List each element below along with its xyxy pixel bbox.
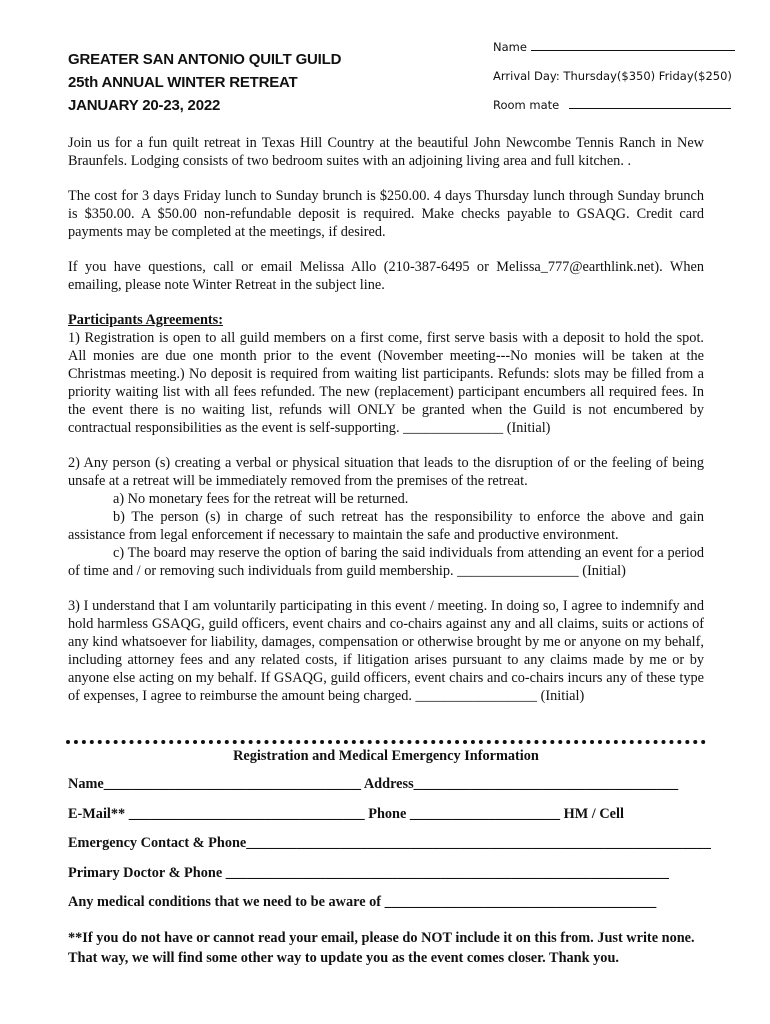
title-event-name: 25th ANNUAL WINTER RETREAT	[68, 74, 298, 91]
registration-section	[68, 748, 711, 968]
agreement-item-1: 1) Registration is open to all guild members on a first come, first serve basis with a deposit to hold the spot. All monies are due one month prior to the event (November meeting---No monies will be taken at the Christmas meeting.) No deposit is required from waiting list participants. Refunds: slots may be filled from a priority waiting list with all fees refunded. The new (replacement) participant encumbers all required fees. In the event there is no waiting list, refunds will ONLY be granted when the Guild is not encumbered by contractual responsibilities as the event is self-supporting. ______________ (Initial)	[68, 330, 704, 436]
agreement-item-2b: b) The person (s) in charge of such retreat has the responsibility to enforce the above and gain assistance from legal enforcement if necessary to maintain the safe and productive environment.	[68, 509, 704, 543]
name-field[interactable]	[493, 40, 735, 54]
agreement-item-3: 3) I understand that I am voluntarily participating in this event / meeting. In doing so, I agree to indemnify and hold harmless GSAQG, guild officers, event chairs and co-chairs against any and all claims, suits or actions of any kind whatsoever for liability, damages, compensation or otherwise brought by me or anyone on my behalf, including attorney fees and any related costs, if litigation arises pursuant to any claims made by me or by anyone else acting on my behalf. If GSAQG, guild officers, event chairs and co-chairs incurs any of these type of expenses, I agree to reimburse the amount being charged. _________________ (Initial)	[68, 598, 704, 704]
name-address-row[interactable]: Name____________________________________ Address_____________________________________	[68, 776, 679, 792]
section-divider	[66, 740, 706, 744]
cost-paragraph: The cost for 3 days Friday lunch to Sunday brunch is $250.00. 4 days Thursday lunch through Sunday brunch is $350.00. A $50.00 non-refundable deposit is required. Make checks payable to GSAQG. Credit card payments may be completed at the meetings, if desired.	[68, 188, 704, 240]
document-body	[68, 134, 704, 722]
roommate-label: Room mate	[493, 98, 560, 112]
contact-paragraph: If you have questions, call or email Melissa Allo (210-387-6495 or Melissa_777@earthlink.net). When emailing, please note Winter Retreat in the subject line.	[68, 259, 704, 293]
roommate-field[interactable]	[493, 98, 731, 112]
title-event-dates: JANUARY 20-23, 2022	[68, 97, 221, 114]
agreements-heading: Participants Agreements:	[68, 312, 223, 328]
agreement-item-2a: a) No monetary fees for the retreat will be returned.	[113, 491, 409, 507]
email-note: **If you do not have or cannot read your email, please do NOT include it on this from. Just write none. That way, we will find some other way to update you as the event comes closer. Thank you.	[68, 929, 695, 966]
emergency-contact-row[interactable]: Emergency Contact & Phone_________________________________________________________________	[68, 835, 711, 851]
arrival-day-label: Arrival Day: Thursday($350) Friday($250)	[493, 69, 732, 83]
intro-paragraph: Join us for a fun quilt retreat in Texas Hill Country at the beautiful John Newcombe Tennis Ranch in New Braunfels. Lodging consists of two bedroom suites with an adjoining living area and full kitchen. .	[68, 135, 704, 169]
email-phone-row[interactable]: E-Mail** _________________________________ Phone _____________________ HM / Cell	[68, 805, 624, 822]
medical-conditions-row[interactable]: Any medical conditions that we need to be aware of ______________________________________	[68, 894, 657, 910]
agreement-item-2c: c) The board may reserve the option of baring the said individuals from attending an event for a period of time and / or removing such individuals from guild membership. _________________ (Initial)	[68, 545, 704, 579]
roommate-field-line[interactable]	[569, 98, 731, 109]
registration-title: Registration and Medical Emergency Information	[233, 748, 539, 764]
document-title	[68, 48, 341, 117]
title-guild-name: GREATER SAN ANTONIO QUILT GUILD	[68, 51, 342, 68]
name-field-label: Name	[493, 40, 527, 54]
agreement-item-2: 2) Any person (s) creating a verbal or physical situation that leads to the disruption of or the feeling of being unsafe at a retreat will be immediately removed from the premises of the retreat.	[68, 455, 704, 489]
arrival-day-field	[493, 69, 732, 83]
primary-doctor-row[interactable]: Primary Doctor & Phone ______________________________________________________________	[68, 864, 669, 881]
name-field-line[interactable]	[531, 40, 735, 51]
